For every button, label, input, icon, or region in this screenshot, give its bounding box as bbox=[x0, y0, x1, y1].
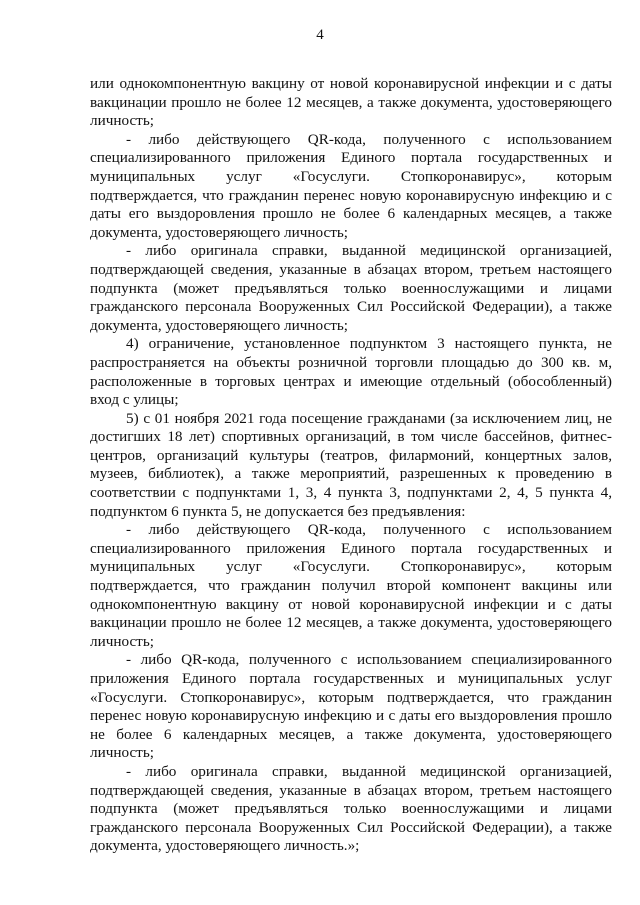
paragraph-november-restriction: 5) с 01 ноября 2021 года посещение гражданами (за исключением лиц, не достигших 18 лет) спортивных организаций, в том числе бассейнов, фитнес-центров, организаций культуры (театров, филармоний, концертных залов, музеев, библиотек), а также мероприятий, разрешенных к проведению в соответствии с подпунктами 1, 3, 4 пункта 3, подпунктами 2, 4, 5 пункта 4, подпунктом 6 пункта 5, не допускается без предъявления: bbox=[90, 409, 612, 520]
paragraph-medical-certificate: - либо оригинала справки, выданной медицинской организацией, подтверждающей сведения, указанные в абзацах втором, третьем настоящего подпункта (может предъявляться только военнослужащими и лицами гражданского персонала Вооруженных Сил Российской Федерации), а также документа, удостоверяющего личность; bbox=[90, 242, 612, 334]
paragraph-qr-vaccination: - либо действующего QR-кода, полученного с использованием специализированного приложения Единого портала государственных и муниципальных услуг «Госуслуги. Стопкоронавирус», которым подтверждается, что гражданин получил второй компонент вакцины или однокомпонентную вакцину от новой коронавирусной инфекции и с даты вакцинации прошло не более 12 месяцев, а также документа, удостоверяющего личность; bbox=[90, 521, 612, 650]
document-body bbox=[90, 75, 612, 856]
paragraph-qr-recovery: - либо действующего QR-кода, полученного с использованием специализированного приложения Единого портала государственных и муниципальных услуг «Госуслуги. Стопкоронавирус», которым подтверждается, что гражданин перенес новую коронавирусную инфекцию и с даты его выздоровления прошло не более 6 календарных месяцев, а также документа, удостоверяющего личность; bbox=[90, 130, 612, 241]
paragraph-vaccination-continuation: или однокомпонентную вакцину от новой коронавирусной инфекции и с даты вакцинации прошло не более 12 месяцев, а также документа, удостоверяющего личность; bbox=[90, 75, 612, 130]
page-number: 4 bbox=[316, 27, 324, 43]
paragraph-retail-exemption: 4) ограничение, установленное подпунктом 3 настоящего пункта, не распространяется на объекты розничной торговли площадью до 300 кв. м, расположенные в торговых центрах и имеющие отдельный (обособленный) вход с улицы; bbox=[90, 335, 612, 409]
paragraph-medical-certificate-2: - либо оригинала справки, выданной медицинской организацией, подтверждающей сведения, указанные в абзацах втором, третьем настоящего подпункта (может предъявляться только военнослужащими и лицами гражданского персонала Вооруженных Сил Российской Федерации), а также документа, удостоверяющего личность.»; bbox=[90, 762, 612, 855]
paragraph-qr-recovery-2: - либо QR-кода, полученного с использованием специализированного приложения Единого портала государственных и муниципальных услуг «Госуслуги. Стопкоронавирус», которым подтверждается, что гражданин перенес новую коронавирусную инфекцию и с даты его выздоровления прошло не более 6 календарных месяцев, а также документа, удостоверяющего личность; bbox=[90, 651, 612, 762]
